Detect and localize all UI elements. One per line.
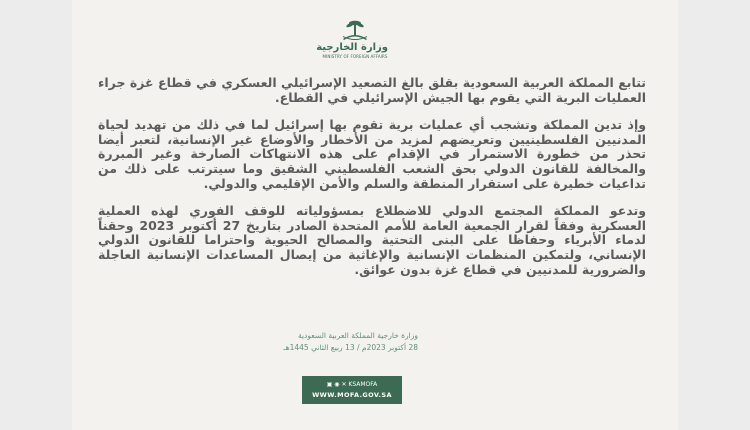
- palm-swords-emblem-icon: [339, 18, 371, 42]
- footer-social-row: [302, 379, 402, 390]
- social-icons: ▣ ◉ ✕: [326, 381, 349, 388]
- footer-bar: [302, 376, 402, 404]
- statement-signature: [258, 330, 418, 354]
- signature-organization: وزارة خارجية المملكة العربية السعودية: [297, 331, 418, 340]
- footer-social-handle: KSAMOFA: [348, 381, 378, 388]
- statement-paragraph-3: وتدعو المملكة المجتمع الدولي للاضطلاع بمسؤولياته للوقف الفوري لهذه العملية العسكرية وفقاً لقرار الجمعية العامة للأمم المتحدة الصادر بتاريخ 27 أكتوبر 2023 وحقناً لدماء الأبرياء وحفاظا على البنى التحتية والمصالح الحيوية واحتراما للقانون الدولي الإنساني، ولتمكين المنظمات الإنسانية والإغاثية من إيصال المساعدات الإنسانية العاجلة والضرورية للمدنيين في قطاع غزة بدون عوائق.: [98, 203, 646, 277]
- left-margin-band: [0, 0, 72, 430]
- right-margin-band: [678, 0, 750, 430]
- logo-english-text: MINISTRY OF FOREIGN AFFAIRS: [322, 54, 388, 59]
- ministry-logo: [316, 18, 388, 62]
- footer-website-link[interactable]: WWW.MOFA.GOV.SA: [312, 391, 392, 399]
- statement-paragraph-1: تتابع المملكة العربية السعودية بقلق بالغ التصعيد الإسرائيلي العسكري في قطاع غزة جراء العمليات البرية التي يقوم بها الجيش الإسرائيلي في القطاع.: [98, 75, 646, 105]
- logo-arabic-text: وزارة الخارجية: [316, 42, 388, 53]
- statement-paragraph-2: وإذ تدين المملكة وتشجب أي عمليات برية تقوم بها إسرائيل لما في ذلك من تهديد لحياة المدنيين الفلسطينيين وتعريضهم لمزيد من الأخطار والأوضاع غير الإنسانية، لتعبر أيضا تحذر من خطورة الاستمرار في الإقدام على هذه الانتهاكات الصارخة وغير المبررة والمخالفة للقانون الدولي بحق الشعب الفلسطيني الشقيق وما سيترتب على ذلك من تداعيات خطيرة على استقرار المنطقة والسلم والأمن الإقليمي والدولي.: [98, 117, 646, 191]
- statement-body: [98, 76, 646, 290]
- signature-date: 28 أكتوبر 2023م / 13 ربيع الثاني 1445هـ: [283, 343, 418, 352]
